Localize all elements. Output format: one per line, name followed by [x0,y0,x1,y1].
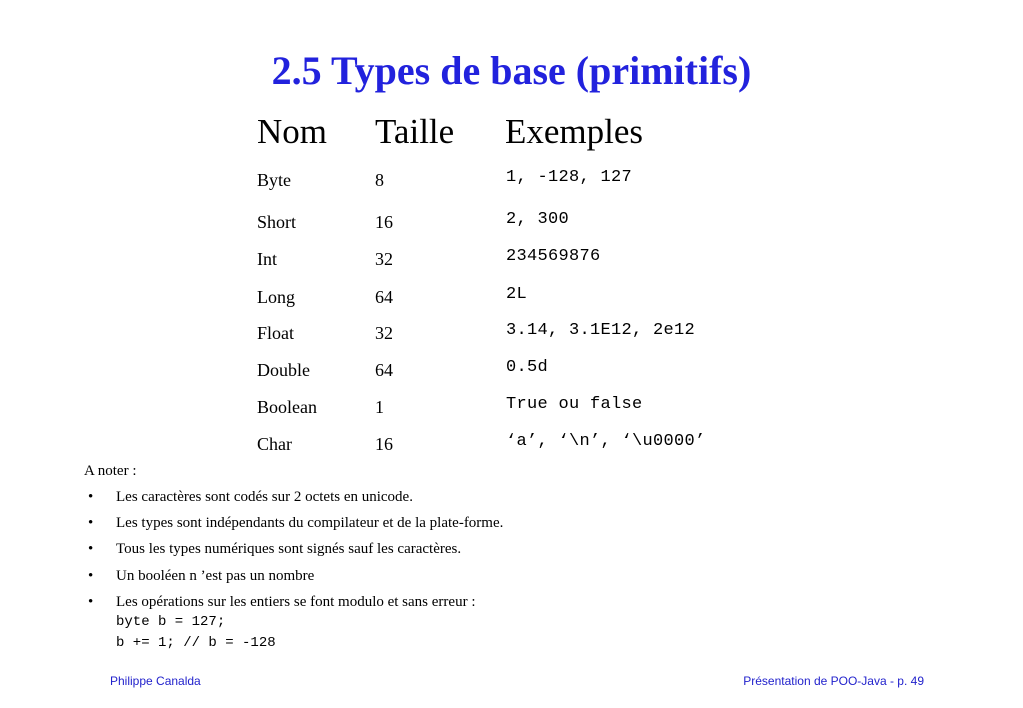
cell-exemples: 2, 300 [506,210,570,229]
code-line: byte b = 127; [116,614,226,630]
page-title: 2.5 Types de base (primitifs) [271,48,752,93]
code-line: b += 1; // b = -128 [116,635,276,651]
cell-nom: Double [257,360,310,380]
note-text: Les caractères sont codés sur 2 octets en unicode. [116,489,413,505]
cell-exemples: 234569876 [506,247,601,266]
header-exemples: Exemples [505,112,644,151]
cell-exemples: 3.14, 3.1E12, 2e12 [506,321,696,340]
bullet-icon: • [88,568,94,584]
bullet-icon: • [88,489,94,505]
bullet-icon: • [88,594,94,610]
cell-taille: 64 [375,287,393,307]
cell-taille: 64 [375,360,393,380]
notes-label: A noter : [84,463,137,479]
cell-taille: 32 [375,323,393,343]
cell-taille: 8 [375,170,384,190]
cell-nom: Boolean [257,397,317,417]
cell-exemples: 2L [506,285,528,304]
cell-nom: Byte [257,170,291,190]
footer-page-info: Présentation de POO-Java - p. 49 [743,674,924,688]
cell-taille: 32 [375,249,393,269]
cell-taille: 16 [375,212,393,232]
cell-exemples: 0.5d [506,358,549,377]
note-text: Les opérations sur les entiers se font modulo et sans erreur : [116,594,476,610]
cell-exemples: 1, -128, 127 [506,168,633,187]
cell-taille: 16 [375,434,393,454]
footer-author: Philippe Canalda [110,674,201,688]
header-taille: Taille [375,112,455,151]
cell-taille: 1 [375,397,384,417]
cell-nom: Float [257,323,295,343]
note-text: Tous les types numériques sont signés sauf les caractères. [116,541,462,557]
cell-nom: Char [257,434,292,454]
cell-nom: Int [257,249,277,269]
bullet-icon: • [88,541,94,557]
header-nom: Nom [257,112,327,151]
bullet-icon: • [88,515,94,531]
cell-exemples: True ou false [506,395,643,414]
cell-nom: Long [257,287,295,307]
note-text: Les types sont indépendants du compilateur et de la plate-forme. [116,515,504,531]
cell-exemples: ‘a’, ‘\n’, ‘\u0000’ [506,432,706,451]
cell-nom: Short [257,212,297,232]
note-text: Un booléen n ’est pas un nombre [116,568,315,584]
